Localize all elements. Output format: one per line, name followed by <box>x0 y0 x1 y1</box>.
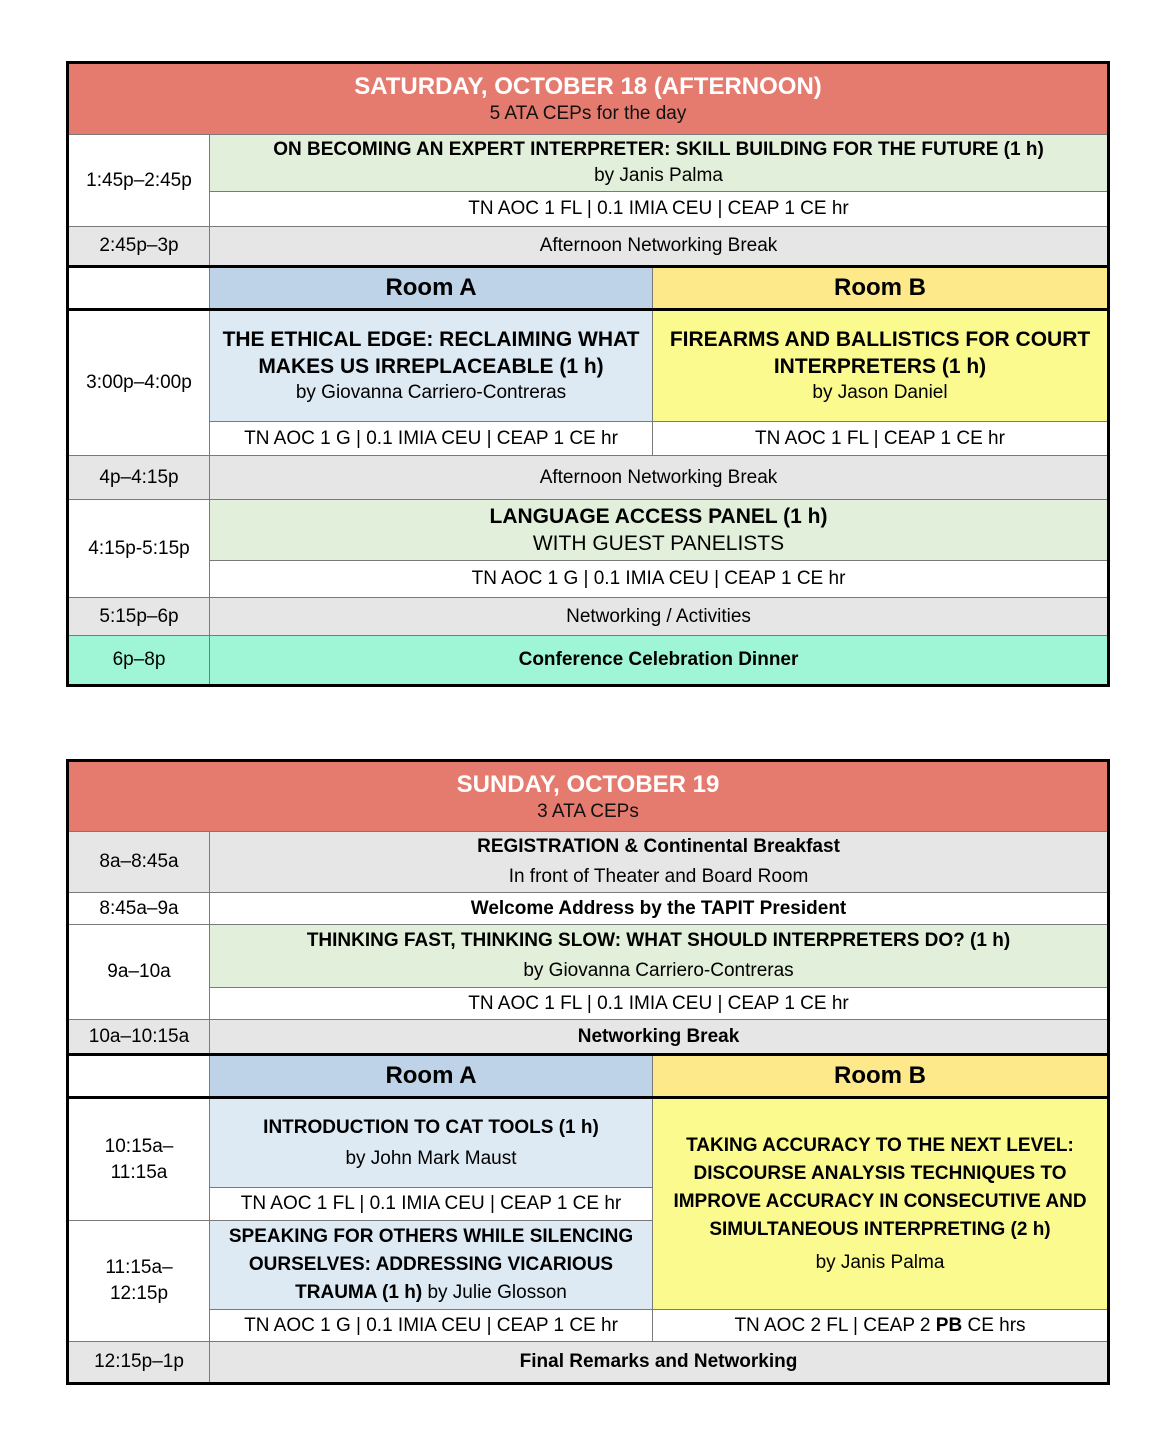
sun-final-label: Final Remarks and Networking <box>210 1342 1109 1384</box>
saturday-subtitle: 5 ATA CEPs for the day <box>489 103 687 124</box>
sat-session3-time: 4:15p-5:15p <box>68 500 210 598</box>
sat-session3-title: LANGUAGE ACCESS PANEL (1 h) <box>489 505 828 528</box>
sat-session3-cell <box>210 500 1109 561</box>
sat-room-a-header: Room A <box>210 267 653 310</box>
sun-registration-title: REGISTRATION & Continental Breakfast <box>477 836 840 857</box>
sat-break3-label: Networking / Activities <box>210 598 1109 636</box>
sat-session2-b-title: FIREARMS AND BALLISTICS FOR COURT INTERPRETERS (1 h) <box>669 328 1091 378</box>
sun-registration-cell <box>210 832 1109 893</box>
sat-session2-time: 3:00p–4:00p <box>68 310 210 456</box>
sun-session3-time: 11:15a– 12:15p <box>68 1221 210 1342</box>
sun-roomb-credits <box>653 1310 1109 1342</box>
sun-rooms-spacer <box>68 1055 210 1098</box>
sun-roomb-speaker: by Janis Palma <box>815 1252 945 1273</box>
sat-session3-credits: TN AOC 1 G | 0.1 IMIA CEU | CEAP 1 CE hr <box>210 561 1109 598</box>
sun-room-b-header: Room B <box>653 1055 1109 1098</box>
sun-welcome-time: 8:45a–9a <box>68 893 210 925</box>
sun-session1-cell <box>210 925 1109 988</box>
sat-session2-b-speaker: by Jason Daniel <box>812 382 948 403</box>
sun-welcome-label: Welcome Address by the TAPIT President <box>210 893 1109 925</box>
sat-dinner-time: 6p–8p <box>68 636 210 686</box>
sun-roomb-title: TAKING ACCURACY TO THE NEXT LEVEL: DISCOURSE ANALYSIS TECHNIQUES TO IMPROVE ACCURACY IN CONSECUTIVE AND SIMULTANEOUS INTERPRETING (2 h) <box>673 1135 1087 1240</box>
sat-session1-cell <box>210 135 1109 192</box>
sun-session2-a-credits: TN AOC 1 FL | 0.1 IMIA CEU | CEAP 1 CE hr <box>210 1188 653 1221</box>
sun-session2-a-cell <box>210 1098 653 1188</box>
sun-session1-time: 9a–10a <box>68 925 210 1020</box>
sun-final-time: 12:15p–1p <box>68 1342 210 1384</box>
sunday-schedule-table <box>66 759 1110 1385</box>
sunday-subtitle: 3 ATA CEPs <box>537 800 639 822</box>
sat-session2-a-speaker: by Giovanna Carriero-Contreras <box>295 382 567 403</box>
sun-registration-location: In front of Theater and Board Room <box>508 866 809 887</box>
sat-break2-time: 4p–4:15p <box>68 456 210 500</box>
sun-roomb-credits-post: CE hrs <box>962 1314 1026 1336</box>
saturday-header <box>68 63 1109 135</box>
saturday-title: SATURDAY, OCTOBER 18 (AFTERNOON) <box>354 73 822 100</box>
sat-session2-a-cell <box>210 310 653 422</box>
sat-session1-time: 1:45p–2:45p <box>68 135 210 227</box>
sun-session3-a-speaker: by Julie Glosson <box>427 1282 567 1303</box>
sun-session1-credits: TN AOC 1 FL | 0.1 IMIA CEU | CEAP 1 CE hr <box>210 988 1109 1020</box>
sat-room-b-header: Room B <box>653 267 1109 310</box>
sun-session2-time: 10:15a– 11:15a <box>68 1098 210 1221</box>
sun-break1-time: 10a–10:15a <box>68 1020 210 1055</box>
sat-session1-credits: TN AOC 1 FL | 0.1 IMIA CEU | CEAP 1 CE hr <box>210 192 1109 227</box>
saturday-schedule-table <box>66 61 1110 687</box>
sun-session3-a-cell <box>210 1221 653 1310</box>
sun-session2-a-title: INTRODUCTION TO CAT TOOLS (1 h) <box>263 1116 599 1138</box>
sat-session2-a-title: THE ETHICAL EDGE: RECLAIMING WHAT MAKES US IRREPLACEABLE (1 h) <box>222 328 640 378</box>
sun-roomb-session-cell <box>653 1098 1109 1310</box>
sat-session2-a-credits: TN AOC 1 G | 0.1 IMIA CEU | CEAP 1 CE hr <box>210 422 653 456</box>
sun-roomb-credits-bold: PB <box>935 1314 963 1336</box>
sat-break1-time: 2:45p–3p <box>68 227 210 267</box>
sunday-header <box>68 761 1109 832</box>
sat-session2-b-cell <box>653 310 1109 422</box>
sat-break2-label: Afternoon Networking Break <box>210 456 1109 500</box>
sun-session1-title: THINKING FAST, THINKING SLOW: WHAT SHOULD INTERPRETERS DO? (1 h) <box>306 930 1011 951</box>
sat-session1-title: ON BECOMING AN EXPERT INTERPRETER: SKILL BUILDING FOR THE FUTURE (1 h) <box>273 139 1044 160</box>
sun-session3-a-credits: TN AOC 1 G | 0.1 IMIA CEU | CEAP 1 CE hr <box>210 1310 653 1342</box>
sat-rooms-spacer <box>68 267 210 310</box>
sun-break1-label: Networking Break <box>210 1020 1109 1055</box>
sat-session1-speaker: by Janis Palma <box>594 165 723 186</box>
sat-dinner-label: Conference Celebration Dinner <box>210 636 1109 686</box>
sat-session3-subtitle: WITH GUEST PANELISTS <box>532 532 785 555</box>
sun-room-a-header: Room A <box>210 1055 653 1098</box>
sun-session3-a-title: SPEAKING FOR OTHERS WHILE SILENCING OURSELVES: ADDRESSING VICARIOUS TRAUMA (1 h) <box>228 1226 634 1303</box>
sun-roomb-credits-pre: TN AOC 2 FL | CEAP 2 <box>734 1314 936 1336</box>
sun-session1-speaker: by Giovanna Carriero-Contreras <box>523 960 794 981</box>
sat-session2-b-credits: TN AOC 1 FL | CEAP 1 CE hr <box>653 422 1109 456</box>
sat-break3-time: 5:15p–6p <box>68 598 210 636</box>
sat-break1-label: Afternoon Networking Break <box>210 227 1109 267</box>
sun-session2-a-speaker: by John Mark Maust <box>345 1147 517 1169</box>
sunday-title: SUNDAY, OCTOBER 19 <box>456 770 720 798</box>
sun-registration-time: 8a–8:45a <box>68 832 210 893</box>
